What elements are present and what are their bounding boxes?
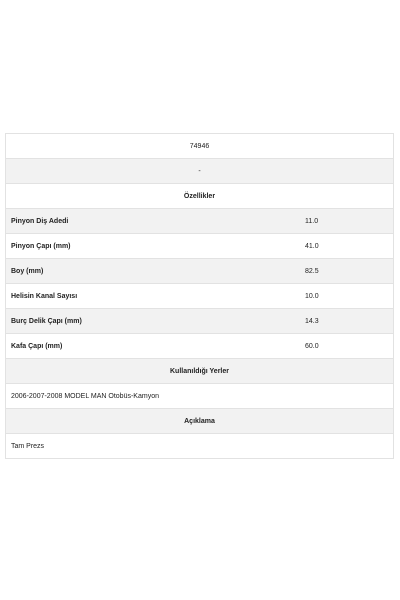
description-row: [6, 434, 393, 459]
product-spec-table: [5, 133, 394, 459]
product-code-row: [6, 134, 393, 159]
spec-row: [6, 209, 393, 234]
spec-label: Pinyon Çapı (mm): [11, 242, 71, 250]
spec-value: 10.0: [305, 292, 319, 300]
description-header: [6, 409, 393, 434]
spec-value: 82.5: [305, 267, 319, 275]
spec-label: Pinyon Diş Adedi: [11, 217, 69, 225]
usage-title: Kullanıldığı Yerler: [169, 367, 229, 375]
spec-row: [6, 259, 393, 284]
spec-label: Boy (mm): [11, 267, 44, 275]
spec-label: Burç Delik Çapı (mm): [11, 317, 82, 325]
specs-title: Özellikler: [183, 192, 216, 200]
spec-row: [6, 309, 393, 334]
product-dash-row: [6, 159, 393, 184]
description-text: Tam Prezs: [11, 442, 45, 450]
usage-header: [6, 359, 393, 384]
usage-text: 2006-2007-2008 MODEL MAN Otobüs-Kamyon: [11, 392, 159, 400]
product-dash: -: [198, 167, 201, 175]
specs-header: [6, 184, 393, 209]
description-title: Açıklama: [184, 417, 215, 425]
spec-row: [6, 284, 393, 309]
spec-value: 41.0: [305, 242, 319, 250]
usage-row: [6, 384, 393, 409]
spec-label: Kafa Çapı (mm): [11, 342, 63, 350]
spec-row: [6, 234, 393, 259]
spec-value: 14.3: [305, 317, 319, 325]
product-code: 74946: [189, 142, 210, 150]
spec-value: 11.0: [305, 217, 319, 225]
spec-label: Helisin Kanal Sayısı: [11, 292, 78, 300]
spec-value: 60.0: [305, 342, 319, 350]
spec-row: [6, 334, 393, 359]
